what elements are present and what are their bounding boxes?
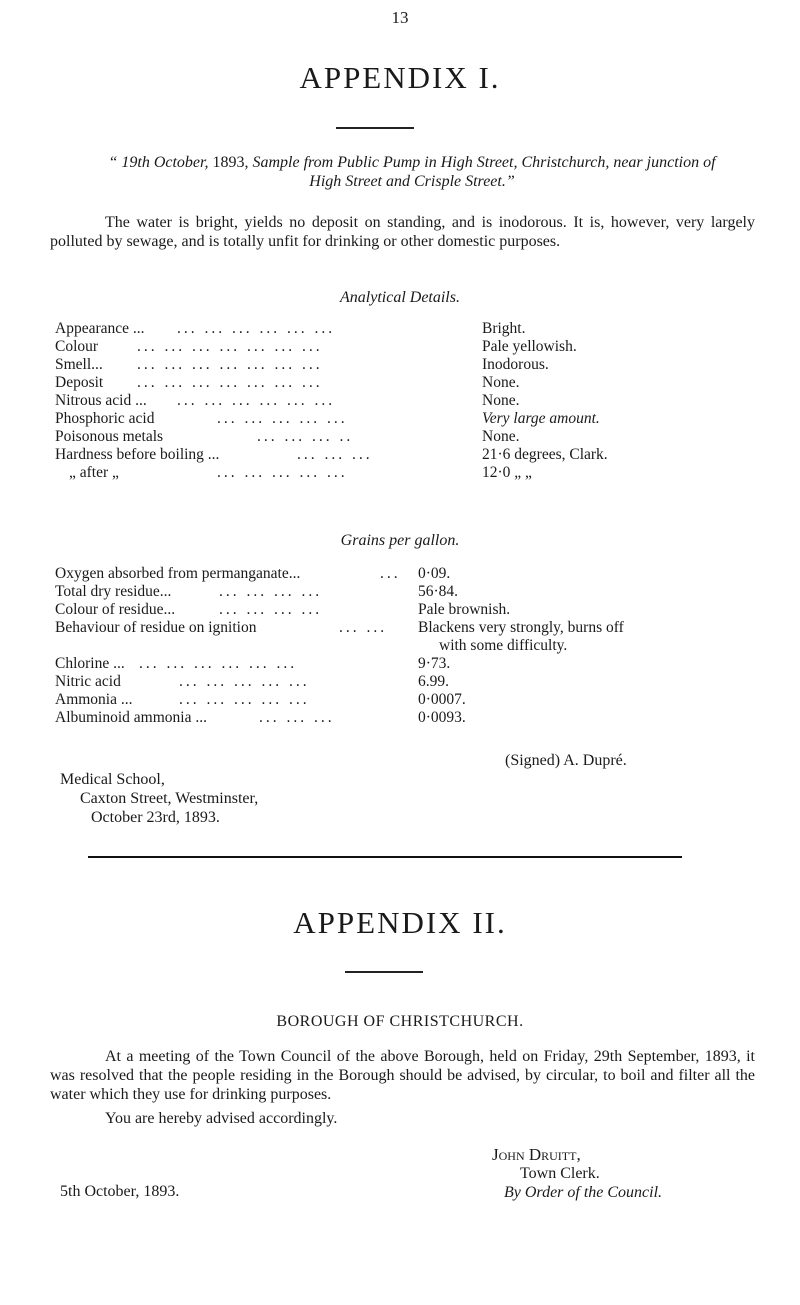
sample-date: “ 19th October, (108, 154, 209, 171)
row-label: Appearance ... (55, 320, 145, 337)
row-label: Behaviour of residue on ignition (55, 619, 257, 636)
row-label: Nitric acid (55, 673, 121, 690)
leader-dots: ... ... ... ... ... ... ... (137, 338, 323, 355)
borough-heading: BOROUGH OF CHRISTCHURCH. (276, 1013, 524, 1030)
leader-dots: ... ... ... ... ... ... (177, 320, 336, 337)
title-rule (345, 971, 423, 973)
leader-dots: ... ... ... ... (219, 583, 323, 600)
row-label: Albuminoid ammonia ... (55, 709, 207, 726)
row-label: Hardness before boiling ... (55, 446, 220, 463)
row-label: Ammonia ... (55, 691, 133, 708)
analytical-details-table (55, 320, 755, 505)
leader-dots: ... ... ... ... ... (179, 673, 310, 690)
row-value: 0·09. (418, 565, 451, 582)
appendix-2-title: APPENDIX II. (293, 905, 507, 940)
row-value: None. (482, 392, 520, 409)
row-value: 12·0 „ „ (482, 464, 532, 481)
row-label: Smell... (55, 356, 103, 373)
row-label: Phosphoric acid (55, 410, 155, 427)
row-label: Chlorine ... (55, 655, 125, 672)
leader-dots: ... ... ... (259, 709, 335, 726)
row-value: 56·84. (418, 583, 459, 600)
analyst-signature: (Signed) A. Dupré. (505, 752, 627, 769)
row-label: Colour (55, 338, 99, 355)
row-value: 0·0007. (418, 691, 466, 708)
row-label: Deposit (55, 374, 104, 391)
analytical-details-heading: Analytical Details. (340, 289, 460, 306)
signer-name: John Druitt, (492, 1145, 581, 1164)
row-label: Poisonous metals (55, 428, 164, 445)
signer-title: Town Clerk. (520, 1165, 600, 1182)
row-value: Pale yellowish. (482, 338, 577, 355)
address-line: Medical School, (60, 771, 165, 788)
section-divider (88, 856, 682, 858)
water-assessment-paragraph: The water is bright, yields no deposit on standing, and is inodorous. It is, however, very largely polluted by sewage, and is totally unfit for drinking or other domestic purposes. (50, 214, 755, 250)
advice-paragraph: You are hereby advised accordingly. (105, 1110, 338, 1127)
leader-dots: ... ... ... ... ... ... ... (137, 356, 323, 373)
address-line: Caxton Street, Westminster, (80, 790, 259, 807)
leader-dots: ... ... ... ... ... ... (139, 655, 298, 672)
row-label: Total dry residue... (55, 583, 172, 600)
row-value: 21·6 degrees, Clark. (482, 446, 608, 463)
row-label: Nitrous acid ... (55, 392, 147, 409)
leader-dots: ... ... ... ... (219, 601, 323, 618)
row-label: Colour of residue... (55, 601, 176, 618)
row-label: Oxygen absorbed from permanganate... (55, 565, 301, 582)
leader-dots: ... ... ... (297, 446, 373, 463)
analyst-address (60, 770, 258, 827)
sample-year: 1893, (208, 154, 253, 171)
row-value: Bright. (482, 320, 526, 337)
row-value: Pale brownish. (418, 601, 511, 618)
signer-order: By Order of the Council. (504, 1184, 663, 1201)
leader-dots: ... ... ... ... ... ... (177, 392, 336, 409)
row-value: None. (482, 428, 520, 445)
sample-location: Sample from Public Pump in High Street, Christchurch, near junction of High Street and Crisple Street.” (252, 154, 716, 190)
grains-per-gallon-heading: Grains per gallon. (340, 532, 460, 549)
leader-dots: ... ... ... ... ... (179, 691, 310, 708)
grains-table (55, 565, 765, 745)
leader-dots: ... ... ... .. (257, 428, 354, 445)
row-value: 6.99. (418, 673, 449, 690)
leader-dots: ... ... (339, 619, 388, 636)
council-resolution-paragraph: At a meeting of the Town Council of the above Borough, held on Friday, 29th September, 1893, it was resolved that the people residing in the Borough should be advised, by circular, to boil and filter all the water which they use for drinking purposes. (50, 1048, 755, 1103)
row-value: Very large amount. (482, 410, 600, 427)
leader-dots: ... ... ... ... ... (217, 464, 348, 481)
leader-dots: ... ... ... ... ... (217, 410, 348, 427)
row-label: „ after „ (69, 464, 119, 481)
row-value: Blackens very strongly, burns off (418, 619, 624, 636)
row-value: 0·0093. (418, 709, 466, 726)
page-number: 13 (391, 8, 409, 27)
sample-description (92, 153, 732, 191)
leader-dots: ... ... ... ... ... ... ... (137, 374, 323, 391)
row-value: None. (482, 374, 520, 391)
town-clerk-signature (492, 1145, 662, 1202)
row-value: Inodorous. (482, 356, 549, 373)
row-value-continued: with some difficulty. (439, 637, 568, 654)
title-rule (336, 127, 414, 129)
address-line: October 23rd, 1893. (91, 809, 220, 826)
appendix-1-title: APPENDIX I. (299, 60, 501, 95)
leader-dots: ... (380, 565, 401, 582)
row-value: 9·73. (418, 655, 451, 672)
circular-date: 5th October, 1893. (60, 1183, 180, 1200)
